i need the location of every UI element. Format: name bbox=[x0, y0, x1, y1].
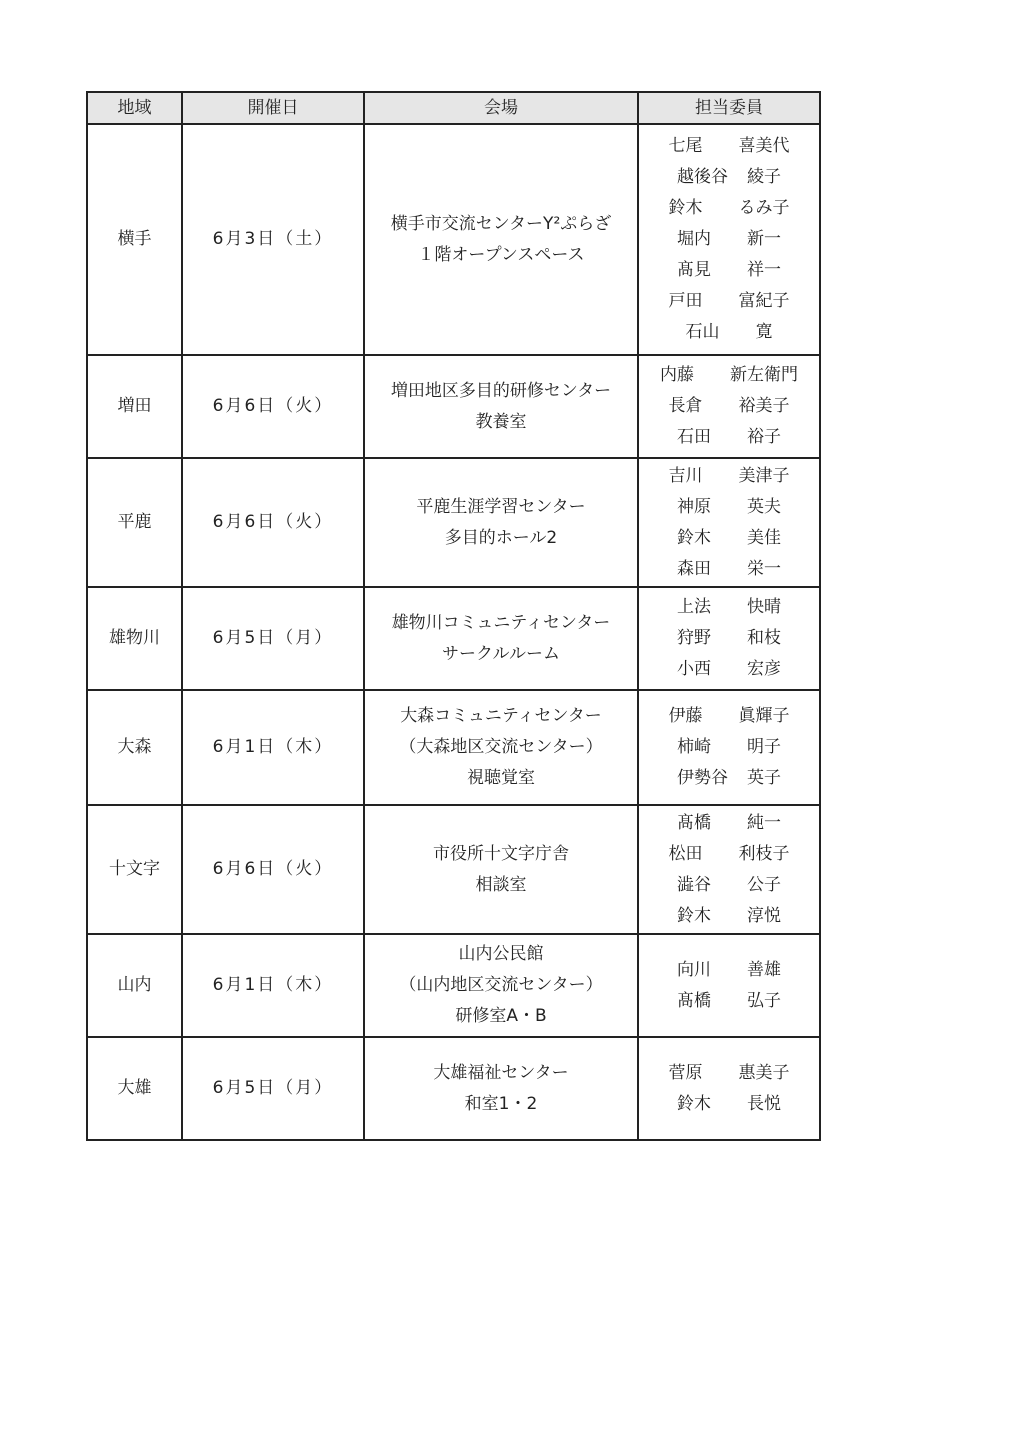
member-given-name: 英子 bbox=[747, 768, 781, 788]
member-name bbox=[639, 654, 819, 685]
members-cell bbox=[638, 587, 820, 690]
table-row bbox=[87, 458, 820, 587]
member-name bbox=[639, 422, 819, 453]
member-given-name: 英夫 bbox=[747, 496, 781, 517]
region-cell: 横手 bbox=[87, 124, 182, 355]
venue-line: １階オープンスペース bbox=[417, 244, 585, 265]
venue-cell bbox=[364, 805, 638, 934]
member-surname: 菅原 bbox=[668, 1062, 703, 1083]
member-name bbox=[639, 523, 819, 554]
member-name bbox=[639, 592, 819, 623]
member-surname: 越後谷 bbox=[677, 167, 728, 187]
table-row bbox=[87, 934, 820, 1037]
member-given-name: 利枝子 bbox=[738, 843, 790, 864]
member-surname: 伊勢谷 bbox=[677, 768, 728, 788]
member-given-name: 惠美子 bbox=[738, 1062, 790, 1083]
member-given-name: 栄一 bbox=[747, 558, 781, 579]
member-name bbox=[639, 193, 819, 224]
venue-cell bbox=[364, 1037, 638, 1140]
date-cell: 6月1日（木） bbox=[182, 934, 364, 1037]
member-surname: 上法 bbox=[677, 597, 711, 617]
venue-cell bbox=[364, 124, 638, 355]
venue-line: 相談室 bbox=[475, 874, 527, 895]
member-surname: 髙橋 bbox=[677, 812, 711, 833]
member-given-name: 眞輝子 bbox=[738, 706, 790, 726]
date-cell: 6月3日（土） bbox=[182, 124, 364, 355]
member-name bbox=[639, 391, 819, 422]
member-surname: 吉川 bbox=[668, 465, 703, 486]
date-cell: 6月1日（木） bbox=[182, 690, 364, 805]
header-date: 開催日 bbox=[182, 92, 364, 124]
member-surname: 鈴木 bbox=[677, 905, 711, 926]
member-surname: 森田 bbox=[677, 558, 711, 579]
member-name bbox=[639, 701, 819, 732]
date-cell: 6月5日（月） bbox=[182, 1037, 364, 1140]
venue-cell bbox=[364, 458, 638, 587]
table-row bbox=[87, 690, 820, 805]
date-cell: 6月6日（火） bbox=[182, 805, 364, 934]
member-given-name: 快晴 bbox=[747, 597, 781, 617]
schedule-table bbox=[86, 91, 821, 1141]
venue-cell bbox=[364, 587, 638, 690]
venue-line: 雄物川コミュニティセンター bbox=[391, 612, 611, 633]
member-surname: 鈴木 bbox=[677, 527, 711, 548]
member-surname: 内藤 bbox=[660, 365, 694, 385]
date-cell: 6月5日（月） bbox=[182, 587, 364, 690]
member-given-name: 純一 bbox=[747, 812, 781, 833]
venue-line: （大森地区交流センター） bbox=[399, 737, 603, 757]
member-surname: 戸田 bbox=[668, 291, 703, 311]
member-name bbox=[639, 554, 819, 585]
member-surname: 髙見 bbox=[677, 260, 711, 280]
member-given-name: 公子 bbox=[747, 874, 781, 895]
member-given-name: 善雄 bbox=[747, 959, 781, 980]
member-surname: 澁谷 bbox=[677, 874, 711, 895]
member-surname: 小西 bbox=[677, 659, 711, 679]
member-surname: 向川 bbox=[677, 959, 711, 980]
table-row bbox=[87, 587, 820, 690]
member-given-name: 弘子 bbox=[747, 990, 781, 1011]
member-given-name: 淳悦 bbox=[747, 905, 781, 926]
member-given-name: 裕美子 bbox=[738, 396, 790, 416]
member-surname: 狩野 bbox=[677, 628, 711, 648]
region-cell: 十文字 bbox=[87, 805, 182, 934]
member-surname: 髙橋 bbox=[677, 990, 711, 1011]
table-row bbox=[87, 355, 820, 458]
member-surname: 柿崎 bbox=[677, 737, 711, 757]
member-name bbox=[639, 162, 819, 193]
header-members: 担当委員 bbox=[638, 92, 820, 124]
member-given-name: 寛 bbox=[755, 322, 773, 342]
table-row bbox=[87, 124, 820, 355]
venue-line: 山内公民館 bbox=[458, 944, 544, 964]
venue-cell bbox=[364, 934, 638, 1037]
member-name bbox=[639, 808, 819, 839]
venue-line: 大森コミュニティセンター bbox=[400, 706, 602, 726]
venue-line: 増田地区多目的研修センター bbox=[390, 380, 612, 401]
region-cell: 大森 bbox=[87, 690, 182, 805]
member-name bbox=[639, 732, 819, 763]
members-cell bbox=[638, 1037, 820, 1140]
member-surname: 堀内 bbox=[677, 229, 711, 249]
member-name bbox=[639, 317, 819, 348]
region-cell: 大雄 bbox=[87, 1037, 182, 1140]
region-cell: 増田 bbox=[87, 355, 182, 458]
members-cell bbox=[638, 934, 820, 1037]
venue-line: （山内地区交流センター） bbox=[399, 975, 603, 995]
member-given-name: 祥一 bbox=[747, 260, 781, 280]
header-region: 地域 bbox=[87, 92, 182, 124]
member-given-name: 新一 bbox=[747, 229, 781, 249]
venue-line: 大雄福祉センター bbox=[433, 1062, 569, 1083]
member-name bbox=[639, 986, 819, 1017]
venue-line: 平鹿生涯学習センター bbox=[416, 496, 586, 517]
member-name bbox=[639, 461, 819, 492]
member-name bbox=[639, 1058, 819, 1089]
member-name bbox=[639, 955, 819, 986]
member-given-name: るみ子 bbox=[738, 198, 790, 218]
region-cell: 平鹿 bbox=[87, 458, 182, 587]
venue-line: 市役所十文字庁舎 bbox=[433, 843, 569, 864]
member-given-name: 綾子 bbox=[747, 167, 781, 187]
member-given-name: 美津子 bbox=[738, 465, 790, 486]
member-given-name: 喜美代 bbox=[738, 136, 790, 156]
member-name bbox=[639, 623, 819, 654]
venue-line: 教養室 bbox=[475, 411, 527, 432]
member-surname: 松田 bbox=[668, 843, 703, 864]
member-surname: 神原 bbox=[677, 496, 711, 517]
header-row bbox=[87, 92, 820, 124]
table-body bbox=[87, 124, 820, 1140]
region-cell: 山内 bbox=[87, 934, 182, 1037]
member-surname: 七尾 bbox=[668, 136, 703, 156]
member-name bbox=[639, 492, 819, 523]
region-cell: 雄物川 bbox=[87, 587, 182, 690]
member-given-name: 和枝 bbox=[747, 628, 781, 648]
member-given-name: 裕子 bbox=[747, 427, 781, 447]
member-given-name: 美佳 bbox=[747, 527, 781, 548]
venue-line: サークルルーム bbox=[441, 643, 561, 664]
table-row bbox=[87, 805, 820, 934]
member-name bbox=[639, 870, 819, 901]
member-given-name: 宏彦 bbox=[747, 659, 781, 679]
venue-line: 研修室A・B bbox=[455, 1006, 547, 1026]
member-name bbox=[639, 224, 819, 255]
members-cell bbox=[638, 124, 820, 355]
member-surname: 石山 bbox=[685, 322, 720, 342]
member-given-name: 明子 bbox=[747, 737, 781, 757]
venue-line: 多目的ホール2 bbox=[444, 527, 558, 548]
member-surname: 鈴木 bbox=[668, 198, 703, 218]
table-row bbox=[87, 1037, 820, 1140]
member-name bbox=[639, 255, 819, 286]
member-given-name: 富紀子 bbox=[738, 291, 790, 311]
member-name bbox=[639, 286, 819, 317]
member-name bbox=[639, 839, 819, 870]
header-venue: 会場 bbox=[364, 92, 638, 124]
member-given-name: 新左衛門 bbox=[730, 365, 798, 385]
members-cell bbox=[638, 805, 820, 934]
venue-line: 視聴覚室 bbox=[467, 768, 535, 788]
member-surname: 石田 bbox=[677, 427, 711, 447]
member-name bbox=[639, 901, 819, 932]
venue-cell bbox=[364, 355, 638, 458]
members-cell bbox=[638, 690, 820, 805]
members-cell bbox=[638, 458, 820, 587]
member-name bbox=[639, 131, 819, 162]
member-given-name: 長悦 bbox=[747, 1093, 781, 1114]
member-name bbox=[639, 1089, 819, 1120]
date-cell: 6月6日（火） bbox=[182, 458, 364, 587]
date-cell: 6月6日（火） bbox=[182, 355, 364, 458]
table-header bbox=[87, 92, 820, 124]
venue-line: 和室1・2 bbox=[464, 1093, 538, 1114]
venue-cell bbox=[364, 690, 638, 805]
member-surname: 長倉 bbox=[668, 396, 703, 416]
member-name bbox=[639, 763, 819, 794]
member-surname: 鈴木 bbox=[677, 1093, 711, 1114]
members-cell bbox=[638, 355, 820, 458]
member-name bbox=[639, 360, 819, 391]
member-surname: 伊藤 bbox=[668, 706, 703, 726]
venue-line: 横手市交流センターY²ぷらざ bbox=[390, 213, 612, 234]
